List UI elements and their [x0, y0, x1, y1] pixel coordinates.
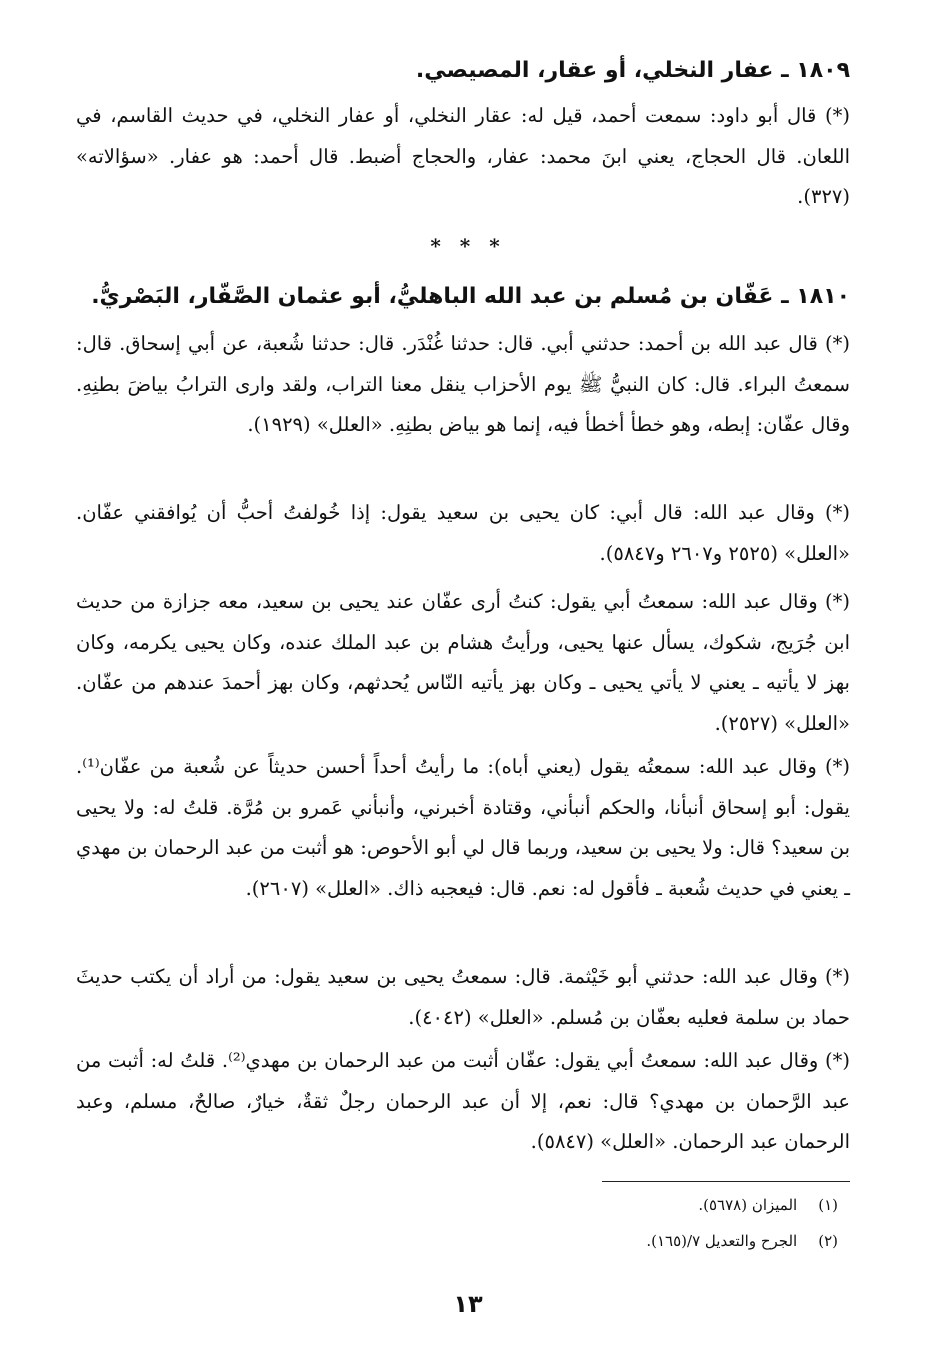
footnote-2: [646, 1228, 838, 1254]
entry-1810-paragraph-2: (*) وقال عبد الله: قال أبي: كان يحيى بن سعيد يقول: إذا خُولفتُ أحبُّ أن يُوافقني عفّان. «العلل» (٢٥٢٥ و٢٦٠٧ و٥٨٤٧).: [76, 501, 850, 565]
entry-1810-paragraph-6: (*) وقال عبد الله: سمعتُ أبي يقول: عفّان أثبت من عبد الرحمان بن مهدي⁽²⁾. قلتُ له: أثبت من عبد الرَّحمان بن مهدي؟ قال: نعم، إلا أن عبد الرحمان رجلٌ ثقةٌ، خيارٌ، صالحٌ، مسلم، وعبد الرحمان عبد الرحمان. «العلل» (٥٨٤٧).: [76, 1049, 850, 1153]
entry-1810-paragraph-4: (*) وقال عبد الله: سمعتُه يقول (يعني أباه): ما رأيتُ أحداً أحسن حديثاً عن شُعبة من عفّان⁽¹⁾. يقول: أبو إسحاق أنبأنا، والحكم أنبأني، وقتادة أخبرني، وأنبأني عَمرو بن مُرَّة. قلتُ له: ولا يحيى بن سعيد؟ قال: ولا يحيى بن سعيد، وربما قال لي أبو الأحوص: هو أثبت من عبد الرحمان بن مهدي ـ يعني في حديث شُعبة ـ فأقول له: نعم. قال: فيعجبه ذاك. «العلل» (٢٦٠٧).: [76, 755, 850, 900]
footnote-1-text: الميزان (٥٦٧٨).: [698, 1196, 798, 1214]
section-separator: * * *: [430, 234, 506, 258]
footnote-divider: [602, 1181, 850, 1182]
entry-1810-paragraph-1: (*) قال عبد الله بن أحمد: حدثني أبي. قال: حدثنا غُنْدَر. قال: حدثنا شُعبة، عن أبي إسحاق. قال: سمعتُ البراء. قال: كان النبيُّ ﷺ يوم الأحزاب ينقل معنا التراب، ولقد وارى الترابُ بياضَ بطنِهِ. وقال عفّان: إبطه، وهو خطأ أخطأ فيه، إنما هو بياض بطنِهِ. «العلل» (١٩٢٩).: [76, 332, 850, 436]
entry-1809-paragraph: (*) قال أبو داود: سمعت أحمد، قيل له: عقار النخلي، أو عفار النخلي، في حديث القاسم، في اللعان. قال الحجاج، يعني ابنَ محمد: عفار، والحجاج أضبط. قال أحمد: هو عفار. «سؤالاته» (٣٢٧).: [76, 104, 850, 208]
footnote-1: [698, 1192, 838, 1218]
footnote-2-number: (٢): [818, 1232, 838, 1250]
entry-heading-1810: ١٨١٠ ـ عَفّان بن مُسلم بن عبد الله الباهليُّ، أبو عثمان الصَّفّار، البَصْريُّ.: [91, 284, 850, 309]
entry-1810-paragraph-5: (*) وقال عبد الله: حدثني أبو خَيْثمة. قال: سمعتُ يحيى بن سعيد يقول: من أراد أن يكتب حديثَ حماد بن سلمة فعليه بعفّان بن مُسلم. «العلل» (٤٠٤٢).: [76, 965, 850, 1029]
entry-heading-1809: ١٨٠٩ ـ عفار النخلي، أو عقار، المصيصي.: [415, 58, 850, 83]
page-number: ١٣: [453, 1290, 483, 1318]
footnote-1-number: (١): [818, 1196, 838, 1214]
entry-1810-paragraph-3: (*) وقال عبد الله: سمعتُ أبي يقول: كنتُ أرى عفّان عند يحيى بن سعيد، معه جزازة من حديث ابن جُرَيج، شكوك، يسأل عنها يحيى، ورأيتُ هشام بن عبد الملك عنده، وكان يحيى يكرمه، وكان بهز لا يأتيه ـ يعني لا يأتي يحيى ـ وكان بهز يأتيه النّاس يُحدثهم، وكان بهز أحمدَ عندهم من عفّان. «العلل» (٢٥٢٧).: [76, 590, 850, 735]
footnote-2-text: الجرح والتعديل ٧/(١٦٥).: [646, 1232, 798, 1250]
